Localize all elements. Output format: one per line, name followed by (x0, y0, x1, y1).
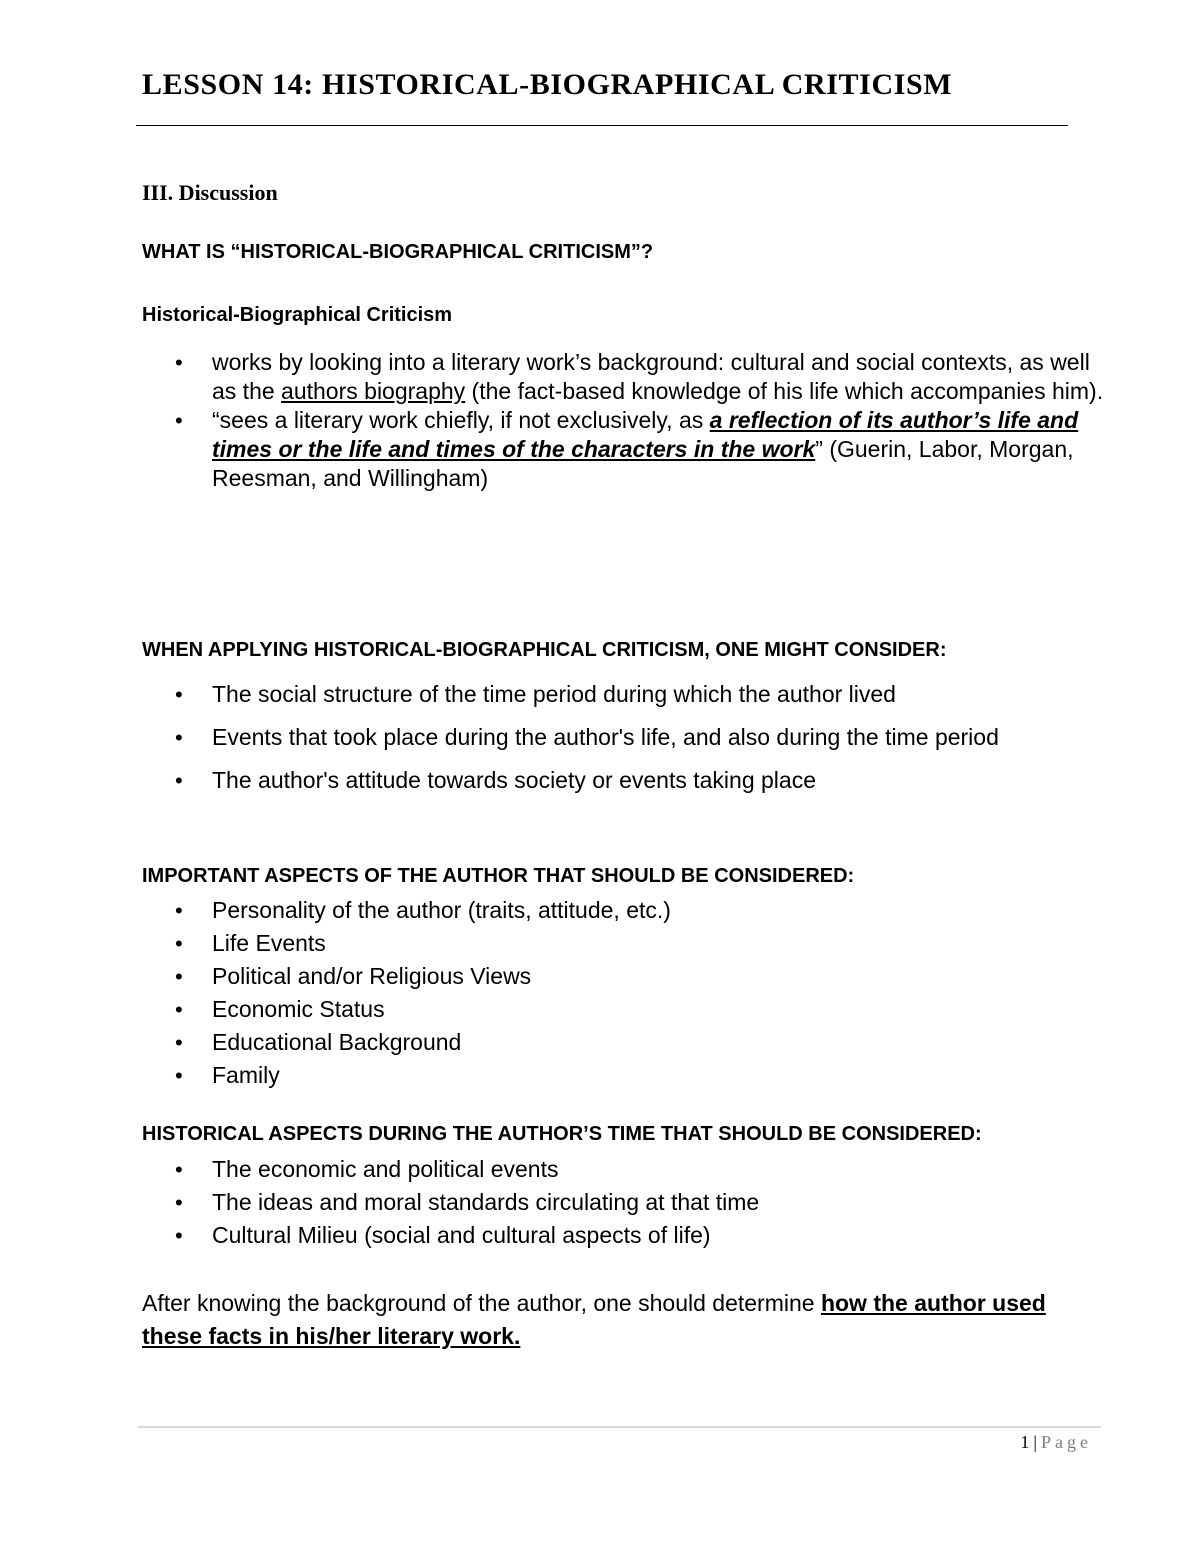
page-footer (1020, 1432, 1092, 1453)
definition-subheading: Historical-Biographical Criticism (142, 304, 453, 326)
closing-emphasis: how the author used these facts in his/her literary work. (142, 1290, 1046, 1349)
what-is-heading: WHAT IS “HISTORICAL-BIOGRAPHICAL CRITICISM”? (142, 241, 654, 263)
author-aspects-list (142, 894, 1112, 1092)
list-item: • Cultural Milieu (social and cultural aspects of life) (142, 1219, 1112, 1252)
list-item: • The social structure of the time period during which the author lived (142, 680, 1112, 709)
list-item: • Life Events (142, 927, 1112, 960)
reflection-emphasis: a reflection of its author’s life and times or the life and times of the characters in the work (212, 407, 1079, 462)
historical-aspects-heading: HISTORICAL ASPECTS DURING THE AUTHOR’S TIME THAT SHOULD BE CONSIDERED: (142, 1123, 982, 1145)
page-number: 1 (1020, 1432, 1030, 1452)
section-heading: III. Discussion (142, 180, 278, 205)
author-aspects-heading: IMPORTANT ASPECTS OF THE AUTHOR THAT SHOULD BE CONSIDERED: (142, 865, 855, 887)
applying-list (142, 680, 1112, 809)
list-item: • Family (142, 1059, 1112, 1092)
list-item: • The author's attitude towards society or events taking place (142, 766, 1112, 795)
closing-paragraph: After knowing the background of the author, one should determine how the author used these facts in his/her literary work. (142, 1290, 1046, 1349)
page-label: Page (1041, 1432, 1092, 1452)
list-item: • Educational Background (142, 1026, 1112, 1059)
applying-heading: WHEN APPLYING HISTORICAL-BIOGRAPHICAL CRITICISM, ONE MIGHT CONSIDER: (142, 639, 947, 661)
list-item: • The economic and political events (142, 1153, 1112, 1186)
list-item: • works by looking into a literary work’s background: cultural and social contexts, as well as the authors biography (the fact-based knowledge of his life which accompanies him). (142, 348, 1112, 406)
historical-aspects-list (142, 1153, 1112, 1252)
page-title: LESSON 14: HISTORICAL-BIOGRAPHICAL CRITICISM (142, 68, 953, 101)
title-divider (136, 125, 1068, 126)
list-item: • “sees a literary work chiefly, if not exclusively, as a reflection of its author’s life and times or the life and times of the characters in the work” (Guerin, Labor, Morgan, Reesman, and Willingham) (142, 406, 1112, 493)
list-item: • Events that took place during the author's life, and also during the time period (142, 723, 1112, 752)
footer-separator: | (1033, 1432, 1037, 1452)
definition-list (142, 348, 1112, 493)
list-item: • Personality of the author (traits, attitude, etc.) (142, 894, 1112, 927)
authors-biography-underlined: authors biography (281, 378, 466, 404)
footer-divider (138, 1426, 1101, 1428)
list-item: • Political and/or Religious Views (142, 960, 1112, 993)
list-item: • The ideas and moral standards circulating at that time (142, 1186, 1112, 1219)
list-item: • Economic Status (142, 993, 1112, 1026)
